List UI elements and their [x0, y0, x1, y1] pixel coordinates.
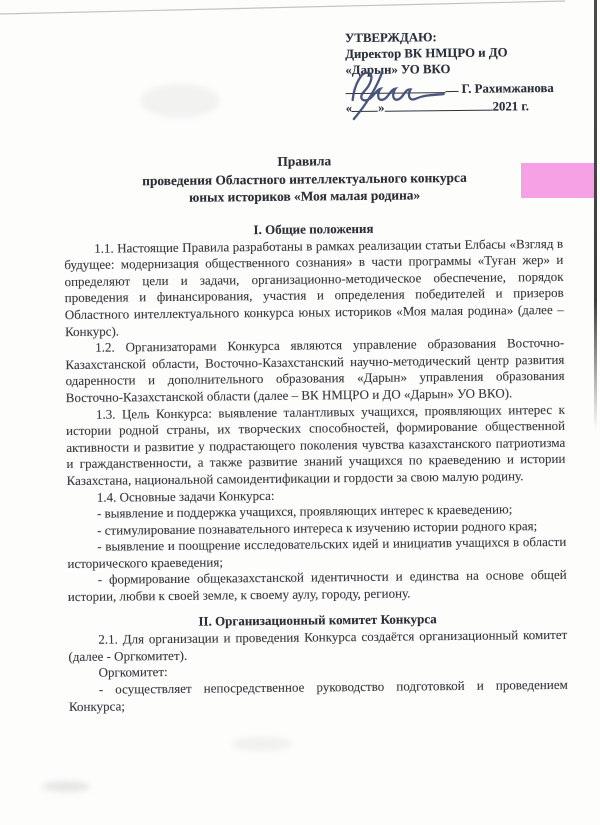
paragraph-2-1: 2.1. Для организации и проведения Конкурса создаётся организационный комитет (далее - Оргкомитет). — [68, 627, 568, 664]
list-item-5: - осуществляет непосредственное руководство подготовкой и проведением Конкурса; — [68, 676, 568, 714]
handwritten-signature — [345, 65, 458, 126]
signer-name: Г. Рахимжанова — [461, 80, 554, 96]
paragraph-1-2: 1.2. Организаторами Конкурса являются управление образования Восточно-Казахстанской области, Восточно-Казахстанский научно-методический центр развития одаренности и дополнительного образования «Дарын» управления образования Восточно-Казахстанской области (далее – ВК НМЦРО и ДО «Дарын» УО ВКО). — [65, 334, 565, 406]
paragraph-1-1: 1.1. Настоящие Правила разработаны в рамках реализации статьи Елбасы «Взгляд в будущее: модернизация общественного сознания» в части программы «Туған жер» и определяют цели и задачи, организационно-методическое обеспечение, порядок проведения и финансирования, участия и определения победителей и призеров Областного интеллектуального конкурса юных историков «Моя малая родина» (далее – Конкурс). — [64, 235, 564, 339]
title-line1: Правила — [277, 153, 332, 169]
list-item-2: - стимулирование познавательного интереса к изучению истории родного края; — [97, 517, 538, 538]
paragraph-1-4: 1.4. Основные задачи Конкурса: — [96, 487, 275, 505]
date-open-quote: « — [345, 101, 353, 116]
approval-label: УТВЕРЖДАЮ: — [344, 30, 437, 46]
document-body — [64, 219, 568, 715]
paragraph-orgkomitet: Оргкомитет: — [98, 664, 168, 681]
list-item-3: - выявление и поощрение исследовательских идей и инициатив учащихся в области исторического краеведения; — [67, 534, 567, 571]
title-line2: проведения Областного интеллектуального конкурса — [142, 169, 467, 188]
date-close-quote: » — [378, 100, 385, 115]
section-heading-1: I. Общие положения — [253, 220, 374, 238]
document-title — [56, 150, 553, 208]
approval-block — [345, 28, 570, 116]
list-item-4: - формирование общеказахстанской идентичности и единства на основе общей истории, любви к своей земле, к своему аулу, городу, региону. — [67, 567, 567, 605]
paragraph-1-3: 1.3. Цель Конкурса: выявление талантливых учащихся, проявляющих интерес к истории родной страны, их творческих способностей, формирование общественной активности и развитие у подрастающего поколения чувства казахстанского патриотизма и гражданственности, а также развитие знаний учащихся по краеведению и истории Казахстана, национальной самоидентификации и гордости за свою малую родину. — [66, 401, 566, 488]
list-item-1: - выявление и поддержка учащихся, проявляющих интерес к краеведению; — [96, 501, 513, 521]
title-line3: юных историков «Моя малая родина» — [189, 187, 421, 205]
date-year: 2021 г. — [492, 99, 529, 114]
approval-position-line2: «Дарын» УО ВКО — [345, 62, 451, 78]
section-heading-2: II. Организационный комитет Конкурса — [198, 610, 437, 629]
approval-position-line1: Директор ВК НМЦРО и ДО — [345, 45, 508, 62]
